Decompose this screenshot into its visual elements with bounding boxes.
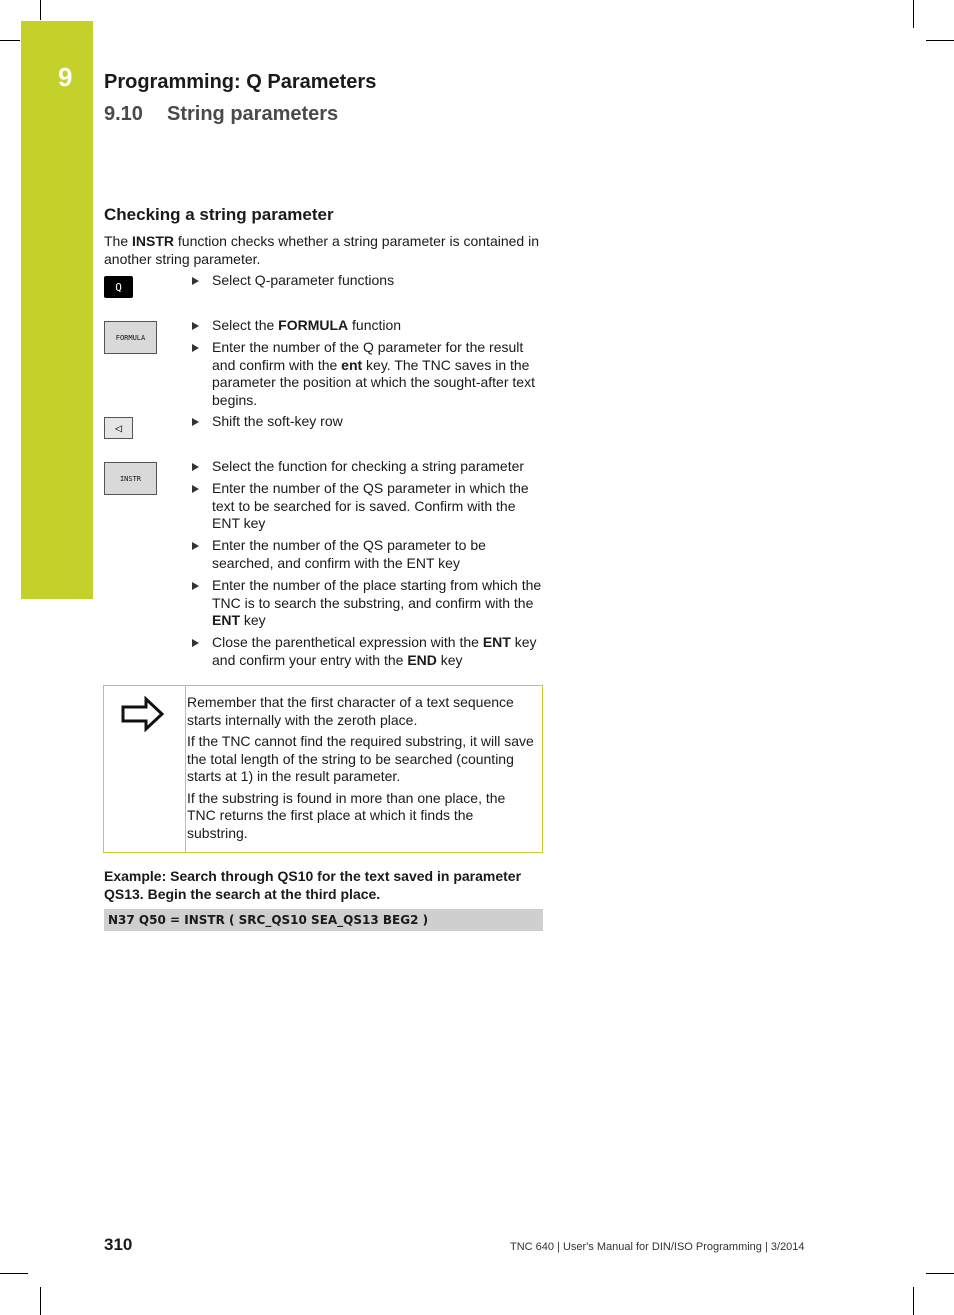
step-text: Enter the number of the place starting from which the TNC is to search the substring, and confirm with the: [212, 576, 542, 611]
section-number: 9.10: [104, 103, 143, 125]
note-divider: [185, 686, 186, 852]
note-paragraph: Remember that the first character of a text sequence starts internally with the zeroth place.: [187, 694, 514, 728]
note-arrow-icon: [120, 696, 166, 732]
list-item: [192, 577, 544, 630]
list-item: [192, 537, 544, 573]
arrow-bullet-icon: [192, 485, 199, 493]
instr-softkey: INSTR: [104, 462, 157, 495]
step-bold: END: [407, 651, 437, 668]
crop-mark: [913, 1287, 914, 1315]
intro-paragraph: [104, 233, 544, 268]
note-text: [187, 694, 537, 846]
list-item: [192, 339, 544, 410]
crop-mark: [40, 1287, 41, 1315]
steps-shift: [192, 413, 544, 435]
crop-mark: [40, 0, 41, 20]
note-box: [103, 685, 543, 853]
arrow-bullet-icon: [192, 542, 199, 550]
step-text: Select the: [212, 317, 279, 333]
crop-mark: [926, 40, 954, 41]
arrow-bullet-icon: [192, 463, 199, 471]
q-key: Q: [104, 276, 133, 298]
step-bold: FORMULA: [278, 317, 349, 333]
step-text: key: [240, 612, 266, 629]
step-text: Select the function for checking a string parameter: [212, 458, 525, 474]
list-item: [192, 480, 544, 533]
step-bold: ENT: [212, 612, 240, 629]
intro-text: The: [104, 233, 133, 249]
arrow-bullet-icon: [192, 418, 199, 426]
arrow-bullet-icon: [192, 582, 199, 590]
section-title: String parameters: [167, 103, 339, 125]
step-text: key and confirm your entry with the: [212, 634, 537, 668]
code-block: N37 Q50 = INSTR ( SRC_QS10 SEA_QS13 BEG2 ): [104, 909, 543, 931]
step-text: Enter the number of the Q parameter for the result and confirm with the: [212, 338, 524, 373]
subheading: Checking a string parameter: [104, 205, 334, 224]
steps-instr: [192, 458, 544, 674]
steps-q: [192, 272, 544, 294]
step-text: Select Q-parameter functions: [212, 272, 395, 288]
crop-mark: [913, 0, 914, 28]
list-item: [192, 634, 544, 670]
step-bold: ENT: [482, 634, 511, 651]
arrow-bullet-icon: [192, 639, 199, 647]
list-item: [192, 272, 544, 290]
list-item: [192, 458, 544, 476]
footer-text: TNC 640 | User's Manual for DIN/ISO Programming | 3/2014: [510, 1241, 805, 1253]
list-item: [192, 317, 544, 335]
crop-mark: [0, 40, 20, 41]
formula-softkey: FORMULA: [104, 321, 157, 354]
step-text: Shift the soft-key row: [212, 413, 343, 429]
note-paragraph: If the substring is found in more than one place, the TNC returns the first place at which it finds the substring.: [187, 789, 506, 841]
step-text: Enter the number of the QS parameter in which the text to be searched for is saved. Confirm with the ENT key: [212, 479, 529, 532]
step-text: Enter the number of the QS parameter to be searched, and confirm with the ENT key: [212, 537, 486, 571]
step-text: key. The TNC saves in the parameter the position at which the sought-after text begins.: [212, 356, 535, 409]
chapter-title: Programming: Q Parameters: [104, 71, 377, 93]
section-heading: [104, 103, 338, 126]
intro-bold: INSTR: [132, 233, 175, 249]
intro-text: function checks whether a string parameter is contained in another string parameter.: [104, 233, 539, 267]
page-number: 310: [104, 1235, 133, 1254]
step-text: function: [348, 317, 402, 333]
step-bold: ent: [341, 356, 363, 373]
chapter-tab-bar: [21, 21, 93, 599]
example-title: Example: Search through QS10 for the text saved in parameter QS13. Begin the search at the third place.: [104, 868, 522, 902]
steps-formula: [192, 317, 544, 414]
note-paragraph: If the TNC cannot find the required substring, it will save the total length of the string to be searched (counting starts at 1) in the result parameter.: [187, 733, 534, 784]
shift-softkey-row-key: ◁: [104, 417, 133, 439]
arrow-bullet-icon: [192, 277, 199, 285]
crop-mark: [926, 1273, 954, 1274]
list-item: [192, 413, 544, 431]
arrow-bullet-icon: [192, 344, 199, 352]
arrow-bullet-icon: [192, 322, 199, 330]
step-text: Close the parenthetical expression with the: [212, 634, 483, 651]
crop-mark: [0, 1273, 28, 1274]
step-text: key: [436, 651, 463, 668]
chapter-number: 9: [58, 62, 73, 92]
